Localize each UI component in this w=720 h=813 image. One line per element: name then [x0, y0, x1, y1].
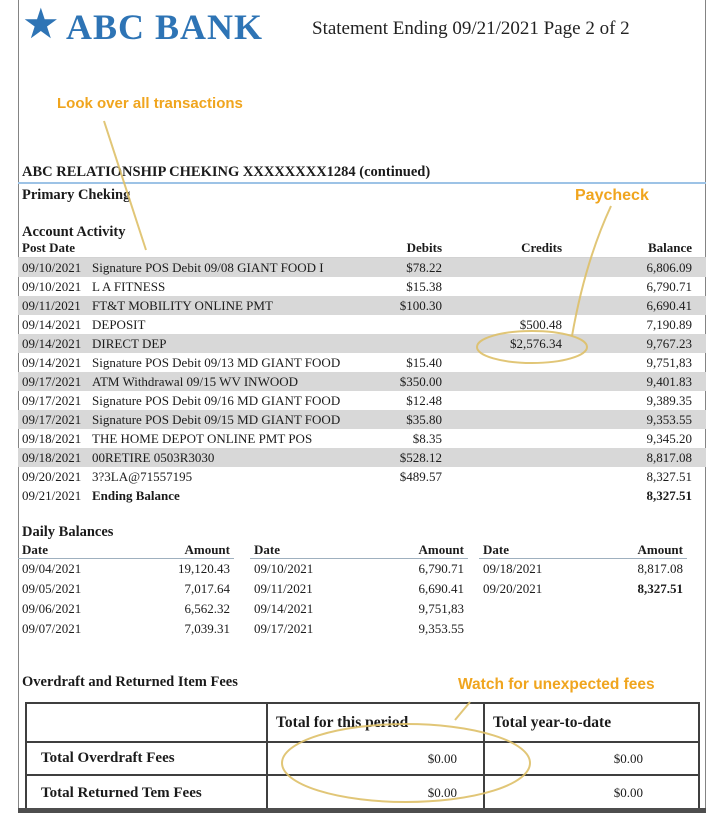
- daily-balances-section-title: Daily Balances: [22, 524, 114, 540]
- fees-section-title: Overdraft and Returned Item Fees: [22, 674, 238, 690]
- fee-row: Total Returned Tem Fees $0.00 $0.00: [26, 775, 699, 811]
- column-header-post-date: Post Date: [18, 239, 354, 258]
- daily-balances-header-row: Date Amount: [18, 541, 234, 559]
- column-header-balance: Balance: [562, 239, 706, 258]
- daily-balance-row: 09/11/2021 6,690.41: [254, 581, 464, 596]
- transaction-row: 09/14/2021 Signature POS Debit 09/13 MD GIANT FOOD $15.40 9,751,83: [22, 355, 693, 370]
- annotation-look-over-transactions: Look over all transactions: [57, 95, 243, 112]
- account-activity-table: [18, 239, 706, 505]
- account-activity-section-title: Account Activity: [22, 224, 126, 240]
- daily-balance-row: 09/05/2021 7,017.64: [22, 581, 230, 596]
- transaction-row: 09/18/2021 THE HOME DEPOT ONLINE PMT POS $8.35 9,345.20: [22, 431, 693, 446]
- daily-balance-row: 09/04/2021 19,120.43: [22, 561, 230, 576]
- transaction-row: 09/14/2021 DEPOSIT $500.48 7,190.89: [22, 317, 693, 332]
- account-subtitle: Primary Cheking: [22, 187, 131, 203]
- fees-header-period: Total for this period: [267, 703, 484, 742]
- daily-balance-row: 09/07/2021 7,039.31: [22, 621, 230, 636]
- transaction-row: 09/10/2021 L A FITNESS $15.38 6,790.71: [22, 279, 693, 294]
- statement-heading: Statement Ending 09/21/2021 Page 2 of 2: [312, 18, 630, 39]
- bank-logo-text: ABC BANK: [66, 7, 264, 47]
- daily-balances-table-1: [18, 541, 234, 639]
- fees-table: [25, 702, 700, 812]
- bank-logo-star-icon: ★: [22, 0, 60, 48]
- fees-header-ytd: Total year-to-date: [484, 703, 699, 742]
- annotation-watch-fees: Watch for unexpected fees: [458, 676, 655, 693]
- daily-balances-header-row: Date Amount: [250, 541, 468, 559]
- daily-balance-row: 09/20/2021 8,327.51: [483, 581, 683, 596]
- transaction-row: 09/17/2021 Signature POS Debit 09/15 MD GIANT FOOD $35.80 9,353.55: [18, 410, 706, 429]
- transaction-row: 09/21/2021 Ending Balance 8,327.51: [22, 488, 693, 503]
- transaction-row: 09/17/2021 Signature POS Debit 09/16 MD GIANT FOOD $12.48 9,389.35: [22, 393, 693, 408]
- fees-header-row: [26, 703, 699, 742]
- transaction-row: 09/10/2021 Signature POS Debit 09/08 GIANT FOOD I $78.22 6,806.09: [18, 258, 706, 278]
- annotation-paycheck: Paycheck: [575, 187, 649, 204]
- account-activity-header-row: [18, 239, 706, 258]
- daily-balances-table-3: [479, 541, 687, 599]
- daily-balance-row: 09/17/2021 9,353.55: [254, 621, 464, 636]
- daily-balances-header-row: Date Amount: [479, 541, 687, 559]
- transaction-row: 09/17/2021 ATM Withdrawal 09/15 WV INWOOD $350.00 9,401.83: [18, 372, 706, 391]
- account-divider-rule: [18, 182, 706, 184]
- account-title: ABC RELATIONSHIP CHEKING XXXXXXXX1284 (continued): [22, 164, 431, 180]
- daily-balance-row: 09/06/2021 6,562.32: [22, 601, 230, 616]
- transaction-row: 09/11/2021 FT&T MOBILITY ONLINE PMT $100.30 6,690.41: [18, 296, 706, 315]
- page-bottom-edge: [18, 808, 706, 813]
- transaction-row: 09/18/2021 00RETIRE 0503R3030 $528.12 8,817.08: [18, 448, 706, 467]
- daily-balance-row: 09/10/2021 6,790.71: [254, 561, 464, 576]
- column-header-debits: Debits: [354, 239, 442, 258]
- daily-balance-row: 09/14/2021 9,751,83: [254, 601, 464, 616]
- transaction-row: 09/14/2021 DIRECT DEP $2,576.34 9,767.23: [18, 334, 706, 353]
- transaction-row: 09/20/2021 3?3LA@71557195 $489.57 8,327.51: [22, 469, 693, 484]
- fees-header-empty-cell: [26, 703, 267, 742]
- fee-row: Total Overdraft Fees $0.00 $0.00: [26, 742, 699, 775]
- daily-balance-row: 09/18/2021 8,817.08: [483, 561, 683, 576]
- daily-balances-table-2: [250, 541, 468, 639]
- column-header-credits: Credits: [442, 239, 562, 258]
